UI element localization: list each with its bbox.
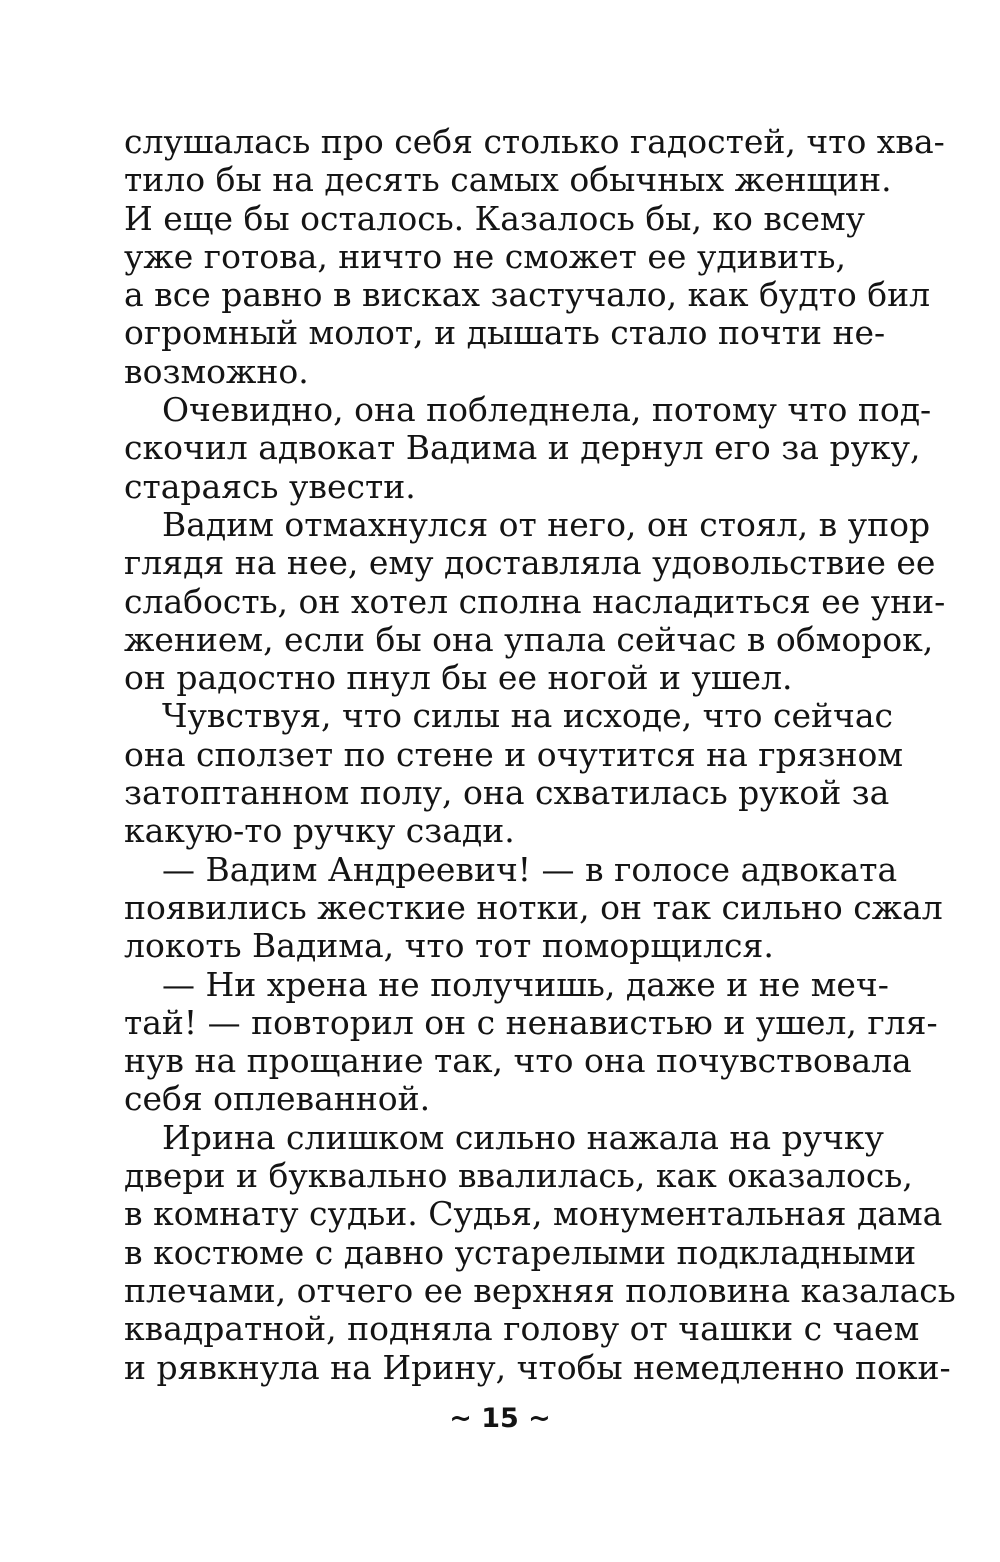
text-line: И еще бы осталось. Казалось бы, ко всему [124,198,866,238]
text-line: тило бы на десять самых обычных женщин. [124,160,892,200]
text-line: локоть Вадима, что тот поморщился. [124,926,774,966]
paragraph [124,504,946,698]
text-line: Ирина слишком сильно нажала на ручку [162,1117,884,1157]
text-line: он радостно пнул бы ее ногой и ушел. [124,658,793,698]
dialogue-paragraph [124,849,943,966]
page-number: ~ 15 ~ [449,1403,551,1434]
text-line: тай! — повторил он с ненавистью и ушел, гля- [124,1002,938,1042]
text-line: Очевидно, она побледнела, потому что под- [162,390,932,430]
paragraph [124,1117,956,1387]
text-line: Вадим отмахнулся от него, он стоял, в упор [162,504,931,544]
text-line: квадратной, подняла голову от чашки с чаем [124,1309,920,1349]
text-line: затоптанном полу, она схватилась рукой за [124,773,890,813]
text-line: — Вадим Андреевич! — в голосе адвоката [162,849,898,889]
text-line: и рявкнула на Ирину, чтобы немедленно поки- [124,1347,951,1387]
text-line: а все равно в висках застучало, как будто бил [124,275,931,315]
text-line: слушалась про себя столько гадостей, что хва- [124,122,945,161]
text-line: уже готова, ничто не сможет ее удивить, [124,236,846,276]
text-line: плечами, отчего ее верхняя половина казалась [124,1270,956,1310]
text-line: в комнату судьи. Судья, монументальная дама [124,1194,943,1234]
text-line: какую-то ручку сзади. [124,811,515,851]
paragraph [124,390,932,506]
text-line: скочил адвокат Вадима и дернул его за руку, [124,428,921,468]
text-line: слабость, он хотел сполна насладиться ее уни- [124,581,946,621]
dialogue-paragraph [124,964,938,1119]
text-line: огромный молот, и дышать стало почти не- [124,313,886,353]
body-text [124,122,956,1387]
text-line: стараясь увести. [124,466,416,506]
paragraph [124,696,904,851]
text-line: она сползет по стене и очутится на грязном [124,734,904,774]
text-line: появились жесткие нотки, он так сильно сжал [124,887,943,927]
text-line: в костюме с давно устарелыми подкладными [124,1232,917,1272]
text-line: двери и буквально ввалилась, как оказалось, [124,1156,913,1196]
text-line: жением, если бы она упала сейчас в обморок, [124,619,934,659]
text-line: глядя на нее, ему доставляла удовольствие ее [124,543,936,583]
text-line: нув на прощание так, что она почувствовала [124,1041,912,1081]
paragraph [124,122,945,391]
text-line: возможно. [124,351,309,391]
text-line: — Ни хрена не получишь, даже и не меч- [162,964,889,1004]
text-line: себя оплеванной. [124,1079,431,1119]
text-line: Чувствуя, что силы на исходе, что сейчас [162,696,894,736]
